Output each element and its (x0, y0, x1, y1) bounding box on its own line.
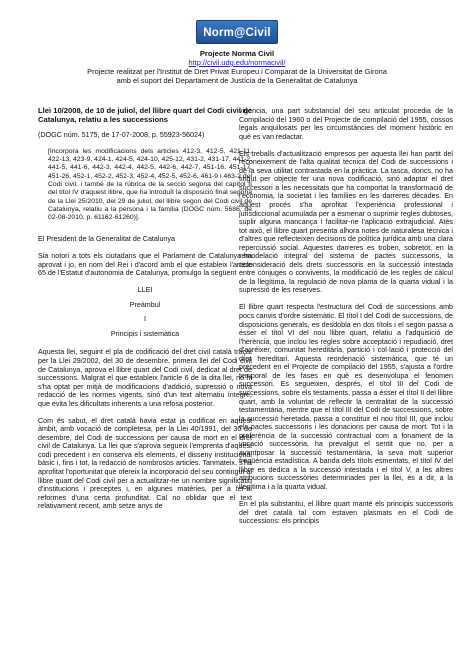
dogc-reference: (DOGC núm. 5175, de 17-07-2008, p. 55923-56024) (38, 130, 205, 139)
law-title: Llei 10/2008, de 10 de juliol, del llibre quart del Codi civil de Catalunya, relatiu a les successions (38, 106, 252, 124)
modification-note: [Incorpora les modificacions dels articles 412-3, 412-5, 421-11, 422-13, 423-9, 424-1, 424-5, 424-10, 425-12, 431-2, 431-17, 441-2, 441-5, 441-6, 442-3, 442-4, 442-5, 442-6, 442-7, 451-16, 451-17, 451-26, 452-1, 452-2, 452-3, 452-4, 452-5, 452-6, 461-9 i 463-2 del Codi civil, i també de la rúbrica de la secció segona del capítol II del títol IV d'aquest llibre, que ha introduït la disposició final segona de la Llei 25/2010, del 29 de juliol, del llibre segon del Codi civil de Catalunya, relatiu a la persona i la família (DOGC núm. 5686, de 02-08-2010, p. 61162-61260)]. (48, 147, 252, 222)
right-paragraph-1: vigència, una part substancial del seu articulat procedia de la Compilació del 1960 o del Projecte de compilació del 1955, cossos legals anquilosats per les circumstàncies del moment històric en què es van redactar. (239, 107, 453, 141)
left-column (38, 107, 252, 519)
promulgation-text: Sia notori a tots els ciutadans que el Parlament de Catalunya ha aprovat i jo, en nom del Rei i d'acord amb el que estableix l'article 65 de l'Estatut d'autonomia de Catalunya, promulgo la següent (38, 252, 252, 278)
right-column (239, 107, 453, 534)
right-paragraph-3: El llibre quart respecta l'estructura del Codi de successions amb pocs canvis d'ordre sistemàtic. El títol I del Codi de successions, de disposicions generals, es desdobla en dos títols i el segon passa a ésser el títol VI del nou llibre quart, relatiu a l'adquisició de l'herència, que inclou les regles sobre acceptació i repudiació, dret d'acréixer, comunitat hereditària, partició i col·lació i protecció del dret hereditari. Aquesta reordenació sistemàtica, que té un precedent en el Projecte de compilació del 1955, s'ajusta a l'ordre temporal de les fases en què es desenvolupa el fenomen successori. Es segueixen, després, el títol III del Codi de successions, sobre els testaments, passa a ésser el títol II del llibre quart, amb la voluntat de reflectir la centralitat de la successió testamentària, mentre que el títol III del Codi de successions, sobre la successió heretada, passa a constituir el nou títol III, que inclou els pactes successoris i les donacions per causa de mort. Tot i la preferència de la successió contractual com a fonament de la vocació successòria, ha prevalgut el sentit que no, per a avantposar la successió testamentària, la seva molt superior freqüència estadística. A banda dels títols esmentats, el títol IV del llibre es dedica a la successió intestada i el títol V, a les altres atribucions successòries determinades per la llei, és a dir, a la llegítima i a la quarta vidual. (239, 303, 453, 491)
project-url[interactable]: http://civil.udg.edu/normacivil/ (188, 58, 286, 67)
project-name: Projecte Norma Civil (199, 49, 275, 58)
heading-llei: LLEI (137, 286, 153, 295)
preamble-paragraph-2: Com és sabut, el dret català havia estat ja codificat en aquest àmbit, amb vocació de completesa, per la Llei 40/1991, del 30 de desembre, del Codi de successions per causa de mort en el dret civil de Catalunya. La llei que s'aprova segueix l'emprenta d'aquest codi precedent i en conserva els elements, el disseny institucional bàsic i, fins i tot, la redacció de nombrosos articles. Tanmateix, s'ha aprofitat l'oportunitat que ofereix la incorporació del seu contingut al llibre quart del Codi civil per a actualitzar-ne un nombre significatiu d'institucions i preceptes i, en algunes matèries, per a fer-hi reformes d'una certa profunditat. Cal no oblidar que el text relativament recent, amb setze anys de (38, 416, 252, 511)
right-paragraph-4: En el pla substantiu, el llibre quart manté els principis successoris del dret català tal com estaven plasmats en el Codi de successions: els principis (239, 500, 453, 526)
preamble-paragraph-1: Aquesta llei, seguint el pla de codificació del dret civil català traçat per la Llei 29/2002, del 30 de desembre, primera llei del Codi civil de Catalunya, aprova el llibre quart del Codi civil, dedicat al dret de successions. Malgrat el que estableix l'article 6 de la dita llei, no hi s'ha optat per mitjà de modificacions d'addició, supressió o nova redacció de les normes vigents, sinó d'un text alternatiu íntegre, que evita les dificultats inherents a una refosa posterior. (38, 348, 252, 408)
header-line-1: Projecte realitzat per l'Institut de Dret Privat Europeu i Comparat de la Universitat de Girona (87, 67, 387, 76)
president-line: El President de la Generalitat de Catalunya (38, 235, 175, 244)
norma-civil-logo: Norm@Civil (196, 20, 278, 44)
heading-principis: Principis i sistemàtica (110, 329, 180, 338)
right-paragraph-2: Els treballs d'actualització empresos per aquesta llei han partit del reconeixement de l'alta qualitat tècnica del Codi de successions i de la seva utilitat contrastada en la pràctica. La tasca, doncs, no ha tingut per objecte fer una nova codificació, sinó adaptar el dret successori a les necessitats que ha comportat la transformació de l'economia, la societat i les famílies en les darreres dècades. En aquest procés s'ha aprofitat l'experiència professional i jurisdiccional acumulada per a esmenar o suprimir regles dubtoses, suplir alguna mancança i facilitar-ne l'aplicació extrajudicial. Atès tot això, el llibre quart presenta alhora notes de naturalesa tècnica i d'altres que reflecteixen decisions de política jurídica amb una clara repercussió social. Aquestes darreres es troben, sobretot, en la remodelació integral del sistema de pactes successoris, la reconsideració dels drets successoris en la successió intestada entre cònjuges o convivents, la modificació de les regles de càlcul de la llegítima, la regulació de nova planta de la quarta vidual i la supressió de les reserves. (239, 149, 453, 295)
heading-preamble: Preàmbul (129, 300, 161, 309)
heading-roman-i: I (144, 315, 146, 324)
header-line-2: amb el suport del Departament de Justícia de la Generalitat de Catalunya (116, 76, 358, 85)
